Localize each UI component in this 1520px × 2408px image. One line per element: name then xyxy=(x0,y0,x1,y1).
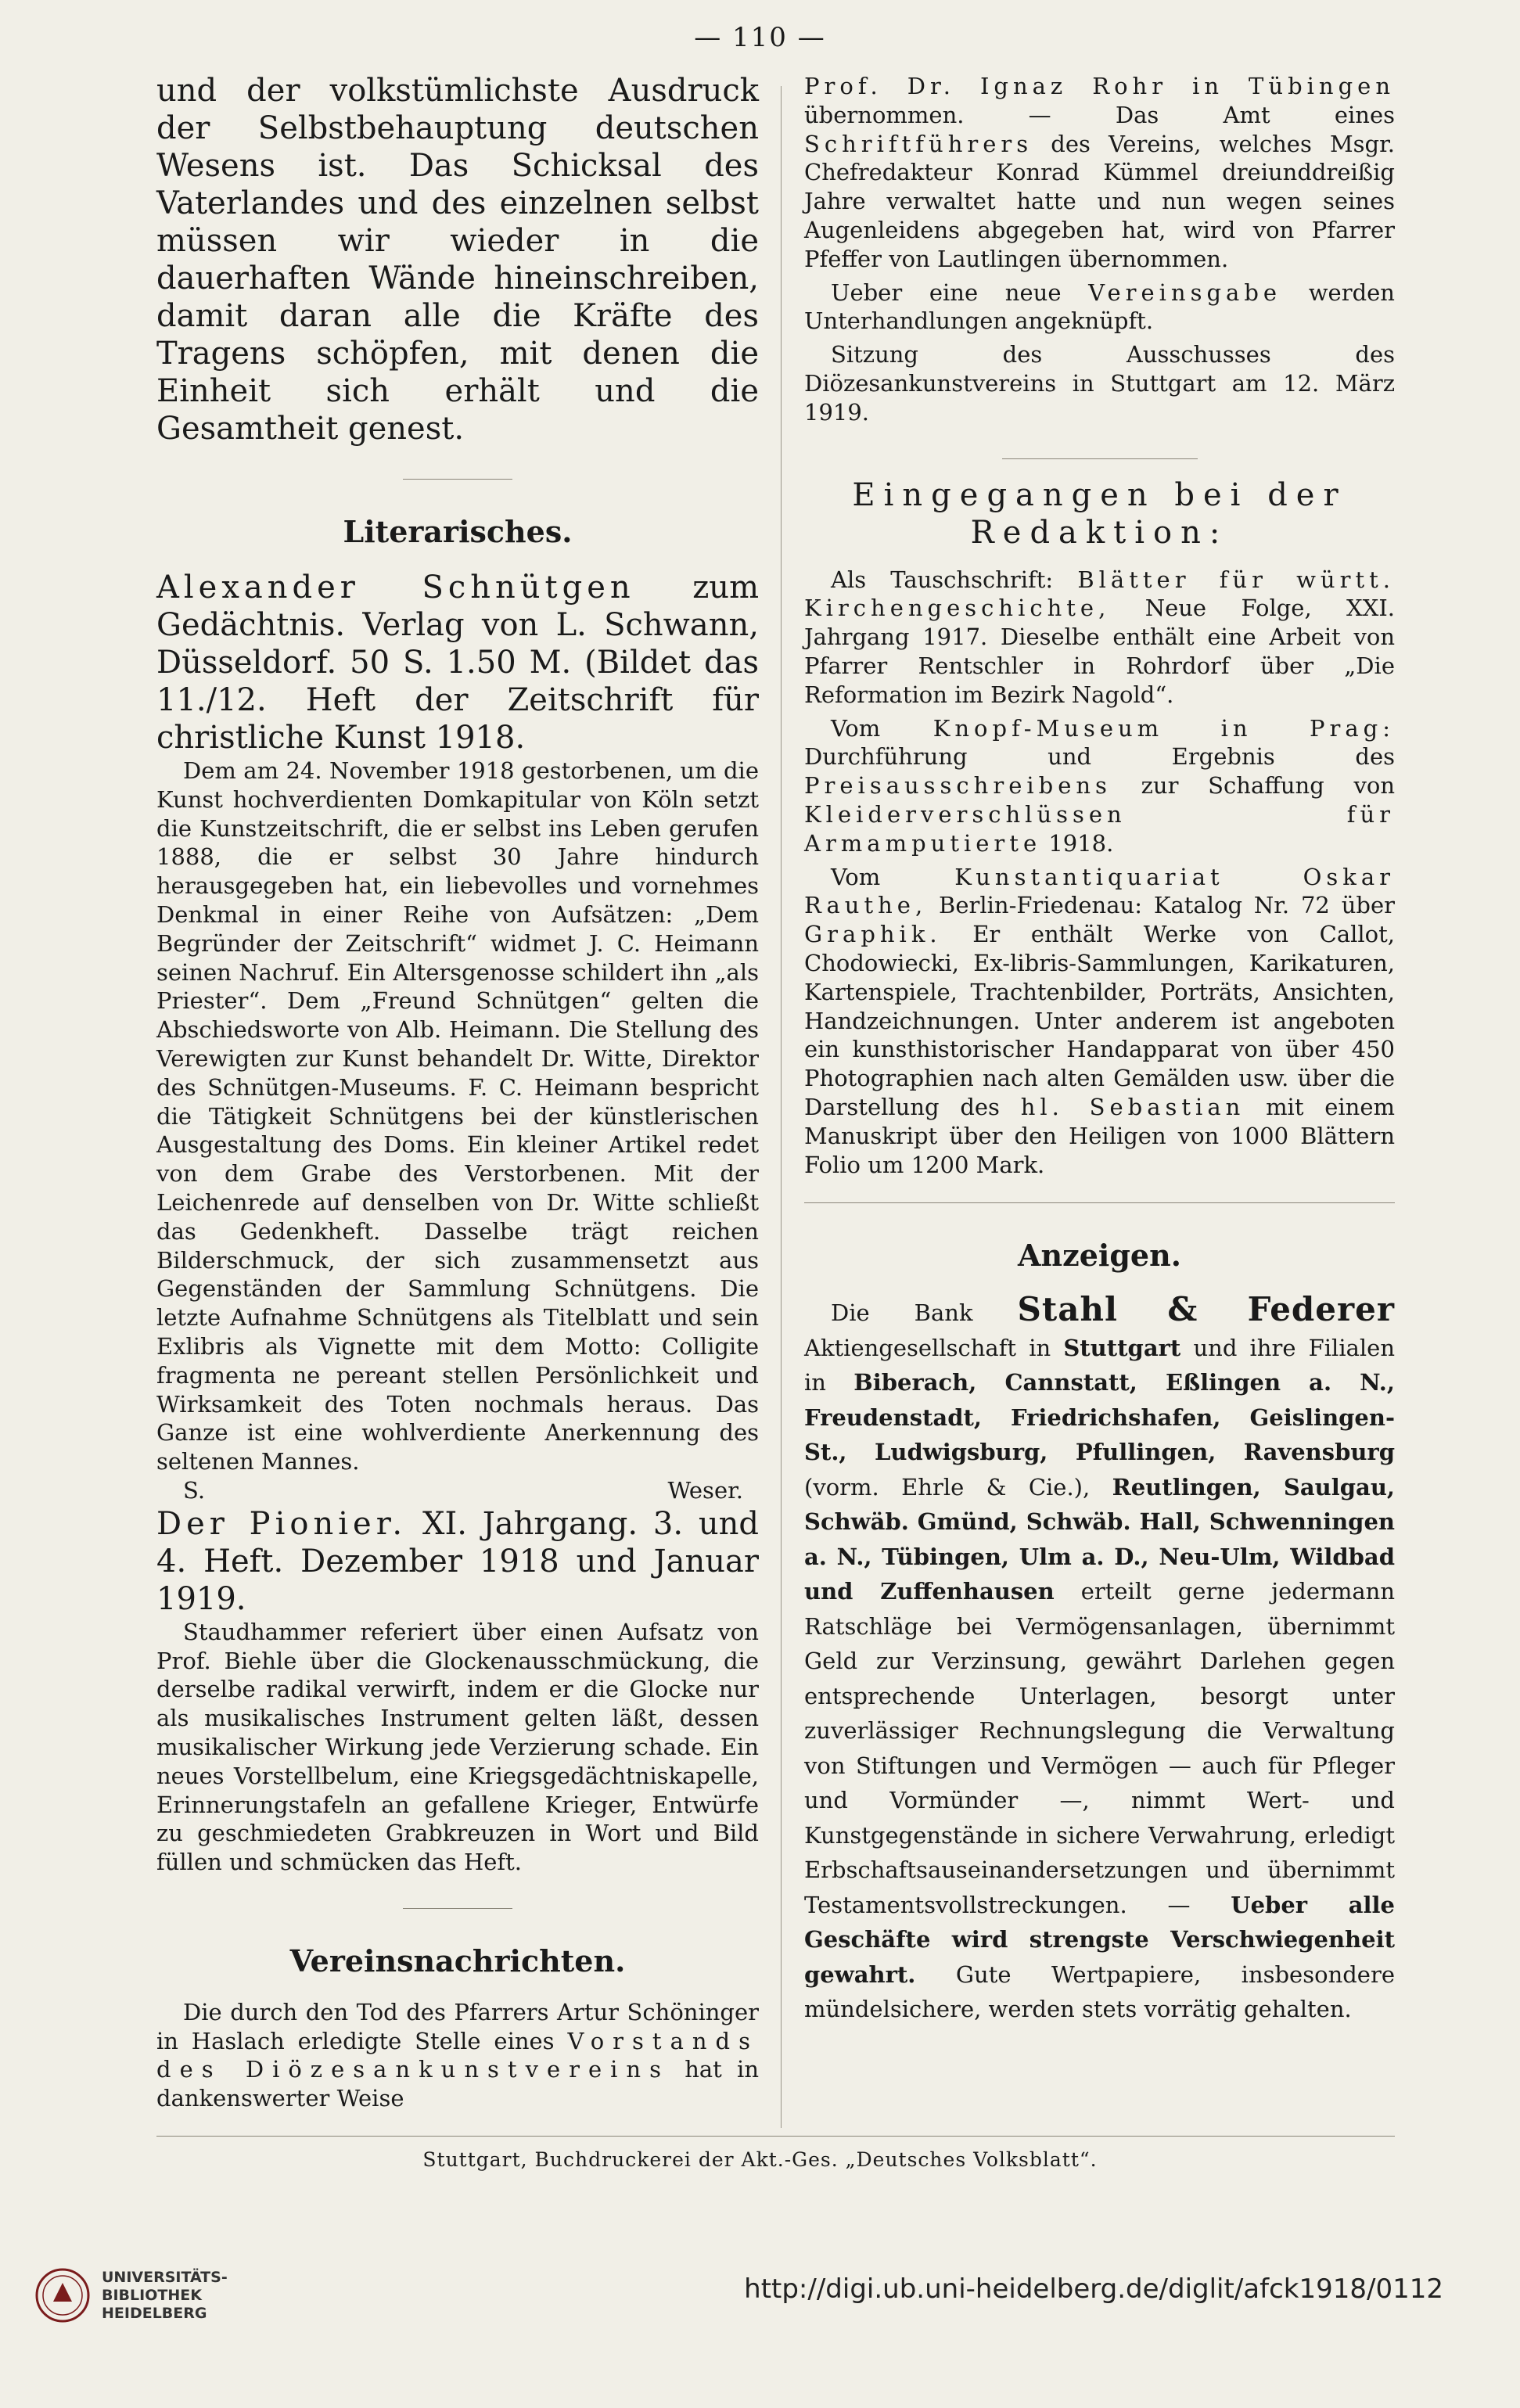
ad-a: Die Bank xyxy=(831,1299,973,1327)
bank-advertisement xyxy=(804,1292,1395,2027)
library-line-3: HEIDELBERG xyxy=(102,2304,207,2322)
e2-preis: Preisausschreibens xyxy=(804,772,1112,800)
entry1-body: Dem am 24. November 1918 gestorbenen, um die Kunst hochverdienten Domkapitular von Köln setzt die Kunstzeitschrift, die er selbst ins Leben gerufen 1888, die er selbst 30 Jahre hindurch herausgegeben hat, ein liebevolles und vornehmes Denkmal in einer Reihe von Aufsätzen: „Dem Begründer der Zeitschrift“ widmet J. C. Heimann seinen Nachruf. Ein Altersgenosse schildert ihn „als Priester“. Dem „Freund Schnütgen“ gelten die Abschiedsworte von Alb. Heimann. Die Stellung des Verewigten zur Kunst behandelt Dr. Witte, Direktor des Schnütgen-Museums. F. C. Heimann bespricht die Tätigkeit Schnütgens bei der künstlerischen Ausgestaltung des Doms. Ein kleiner Artikel redet von dem Grabe des Verstorbenen. Mit der Leichenrede auf denselben von Dr. Witte schließt das Gedenkheft. Dasselbe trägt reichen Bilderschmuck, der sich zusammensetzt aus Gegenständen der Sammlung Schnütgens. Die letzte Aufnahme Schnütgens als Titelblatt und sein Exlibris als Vignette mit dem Motto: Colligite fragmenta ne pereant stellen Persönlichkeit und Wirksamkeit des Toten nochmals heraus. Das Ganze ist eine wohlverdiente Anerkennung des seltenen Mannes. xyxy=(156,757,759,1475)
sitzung-paragraph: Sitzung des Ausschusses des Diözesankunstvereins in Stuttgart am 12. März 1919. xyxy=(804,341,1395,426)
e3-a: Vom xyxy=(831,863,881,890)
page-number: — 110 — xyxy=(694,22,826,53)
vereinsgabe-b: Vereinsgabe xyxy=(1088,279,1282,306)
entry2-heading xyxy=(156,1505,759,1618)
e3-saint: hl. Sebastian xyxy=(1020,1093,1245,1120)
entry1-signature xyxy=(156,1476,759,1505)
eingegangen-entry-2 xyxy=(804,714,1395,858)
ad-j: Gute Wertpapiere, insbesondere mündelsichere, werden stets vorrätig gehalten. xyxy=(804,1961,1395,2023)
e2-a: Vom xyxy=(831,714,881,742)
ad-d: und ihre Filialen in xyxy=(804,1334,1396,1396)
e1-c: Neue Folge, XXI. Jahrgang 1917. Dieselbe enthält eine Arbeit von Pfarrer Rentschler in Rohrdorf über „Die Reformation im Bezirk Nagold“. xyxy=(804,595,1395,708)
source-url[interactable]: http://digi.ub.uni-heidelberg.de/diglit/afck1918/0112 xyxy=(744,2273,1443,2305)
heading-eingegangen: Eingegangen bei der Redaktion: xyxy=(852,476,1347,551)
cont-role: Schriftführers xyxy=(804,130,1033,157)
heading-anzeigen: Anzeigen. xyxy=(1018,1238,1181,1274)
vereinsgabe-c: werden Unterhandlungen angeknüpft. xyxy=(804,279,1395,335)
intro-paragraph: und der volkstümlichste Ausdruck der Selbstbehauptung deutschen Wesens ist. Das Schicksal des Vaterlandes und des einzelnen selbst müssen wir wieder in die dauerhaften Wände hineinschreiben, damit daran alle die Kräfte des Tragens schöpfen, mit denen die Einheit sich erhält und die Gesamtheit genest. xyxy=(156,73,759,447)
verein-text-b: Vorstands des Diözesankunstvereins xyxy=(156,2027,759,2083)
cont-text-d: des Vereins, welches Msgr. Chefredakteur Konrad Kümmel dreiunddreißig Jahre verwaltet hatte und nun wegen seines Augenleidens abgegeben hat, wird von Pfarrer Pfeffer von Lautlingen übernommen. xyxy=(804,130,1395,272)
section-rule xyxy=(403,479,512,480)
cont-text-b: übernommen. — Das Amt eines xyxy=(804,101,1395,128)
signature-name: Weser. xyxy=(667,1476,743,1504)
e2-g: 1918. xyxy=(1048,829,1114,857)
heading-vereinsnachrichten: Vereinsnachrichten. xyxy=(289,1943,626,1979)
library-name xyxy=(102,2269,228,2323)
footer-rule xyxy=(156,2136,1395,2137)
ad-city: Stuttgart xyxy=(1063,1334,1181,1361)
section-rule xyxy=(804,1202,1395,1203)
e1-a: Als Tauschschrift: xyxy=(831,566,1054,593)
library-line-2: BIBLIOTHEK xyxy=(102,2286,202,2304)
verein-paragraph xyxy=(156,1998,759,2113)
e1-journal: Blätter für württ. Kirchengeschichte, xyxy=(804,566,1395,622)
vereinsgabe-paragraph xyxy=(804,279,1395,336)
e3-e: Er enthält Werke von Callot, Chodowiecki, Ex-libris-Sammlungen, Karikaturen, Kartenspiele, Trachtenbilder, Porträts, Ansichten, Handzeichnungen. Unter anderem ist angeboten ein kunsthistorischer Handapparat von über 450 Photographien nach alten Gemälden usw. über die Darstellung des xyxy=(804,921,1395,1120)
entry2-journal: Der Pionier. xyxy=(156,1505,408,1542)
bank-name: Stahl & Federer xyxy=(1017,1290,1395,1329)
entry1-title: zum Gedächtnis. Verlag von L. Schwann, Düsseldorf. 50 S. 1.50 M. (Bildet das 11./12. Heft der Zeitschrift für christliche Kunst 1918. xyxy=(156,570,759,756)
eingegangen-entry-1 xyxy=(804,566,1395,710)
ad-f: (vorm. Ehrle & Cie.), xyxy=(804,1473,1091,1501)
e2-museum: Knopf-Museum in Prag: xyxy=(932,714,1395,742)
continuation-paragraph xyxy=(804,72,1395,274)
e2-e: zur Schaffung von xyxy=(1141,772,1396,800)
vereinsgabe-a: Ueber eine neue xyxy=(831,279,1062,306)
ad-branches-1: Biberach, Cannstatt, Eßlingen a. N., Freudenstadt, Friedrichshafen, Geislingen-St., Ludwigsburg, Pfullingen, Ravensburg xyxy=(804,1369,1396,1466)
section-rule xyxy=(1002,458,1198,459)
ad-branches-2: Reutlingen, Saulgau, Schwäb. Gmünd, Schwäb. Hall, Schwenningen a. N., Tübingen, Ulm a. D., Neu-Ulm, Wildbad und Zuffenhausen xyxy=(804,1473,1396,1605)
verein-text-c: hat in dankenswerter Weise xyxy=(156,2056,759,2112)
entry1-heading xyxy=(156,569,759,757)
heading-literarisches: Literarisches. xyxy=(343,514,573,549)
seal-icon xyxy=(34,2267,91,2324)
cont-name: Prof. Dr. Ignaz Rohr in Tübingen xyxy=(804,73,1395,99)
entry2-issue: XI. Jahrgang. 3. und 4. Heft. Dezember 1918 und Januar 1919. xyxy=(156,1505,759,1617)
column-divider xyxy=(781,86,782,2128)
library-logo xyxy=(34,2267,228,2324)
ad-discretion: Ueber alle Geschäfte wird strengste Verschwiegenheit gewahrt. xyxy=(804,1891,1395,1988)
section-rule xyxy=(403,1908,512,1909)
signature-initial: S. xyxy=(183,1476,206,1504)
e3-dealer: Kunstantiquariat Oskar Rauthe, xyxy=(804,863,1395,919)
left-column xyxy=(156,72,759,2113)
library-line-1: UNIVERSITÄTS- xyxy=(102,2268,228,2286)
e2-c: Durchführung und Ergebnis des xyxy=(804,743,1395,771)
verein-text-a: Die durch den Tod des Pfarrers Artur Schöninger in Haslach erledigte Stelle eines xyxy=(156,1998,759,2054)
ad-b: Aktiengesellschaft in xyxy=(804,1334,1051,1361)
entry2-body: Staudhammer referiert über einen Aufsatz von Prof. Biehle über die Glockenausschmückung, die derselbe radikal verwirft, indem er die Glocke nur als musikalisches Instrument gelten läßt, dessen musikalischer Wirkung jede Verzierung schade. Ein neues Vorstellbelum, eine Kriegsgedächtniskapelle, Erinnerungstafeln an gefallene Krieger, Entwürfe zu geschmiedeten Grabkreuzen in Wort und Bild füllen und schmücken das Heft. xyxy=(156,1618,759,1876)
e3-g: mit einem Manuskript über den Heiligen von 1000 Blättern Folio um 1200 Mark. xyxy=(804,1093,1396,1178)
e3-c: Berlin-Friedenau: Katalog Nr. 72 über xyxy=(939,892,1396,919)
entry1-author: Alexander Schnütgen xyxy=(156,570,635,606)
right-column xyxy=(804,72,1395,2027)
printer-footer: Stuttgart, Buchdruckerei der Akt.-Ges. „Deutsches Volksblatt“. xyxy=(422,2148,1098,2171)
ad-h: erteilt gerne jedermann Ratschläge bei Vermögensanlagen, übernimmt Geld zur Verzinsung, gewährt Darlehen gegen entsprechende Unterlagen, besorgt unter zuverlässiger Rechnungslegung die Verwaltung von Stiftungen und Vermögen — auch für Pfleger und Vormünder —, nimmt Wert- und Kunstgegenstände in sichere Verwahrung, erledigt Erbschaftsauseinandersetzungen und übernimmt Testamentsvollstreckungen. — xyxy=(804,1578,1396,1918)
e2-subject: Kleiderverschlüssen für Armamputierte xyxy=(804,800,1395,857)
e3-graphik: Graphik. xyxy=(804,921,942,948)
eingegangen-entry-3 xyxy=(804,863,1395,1180)
